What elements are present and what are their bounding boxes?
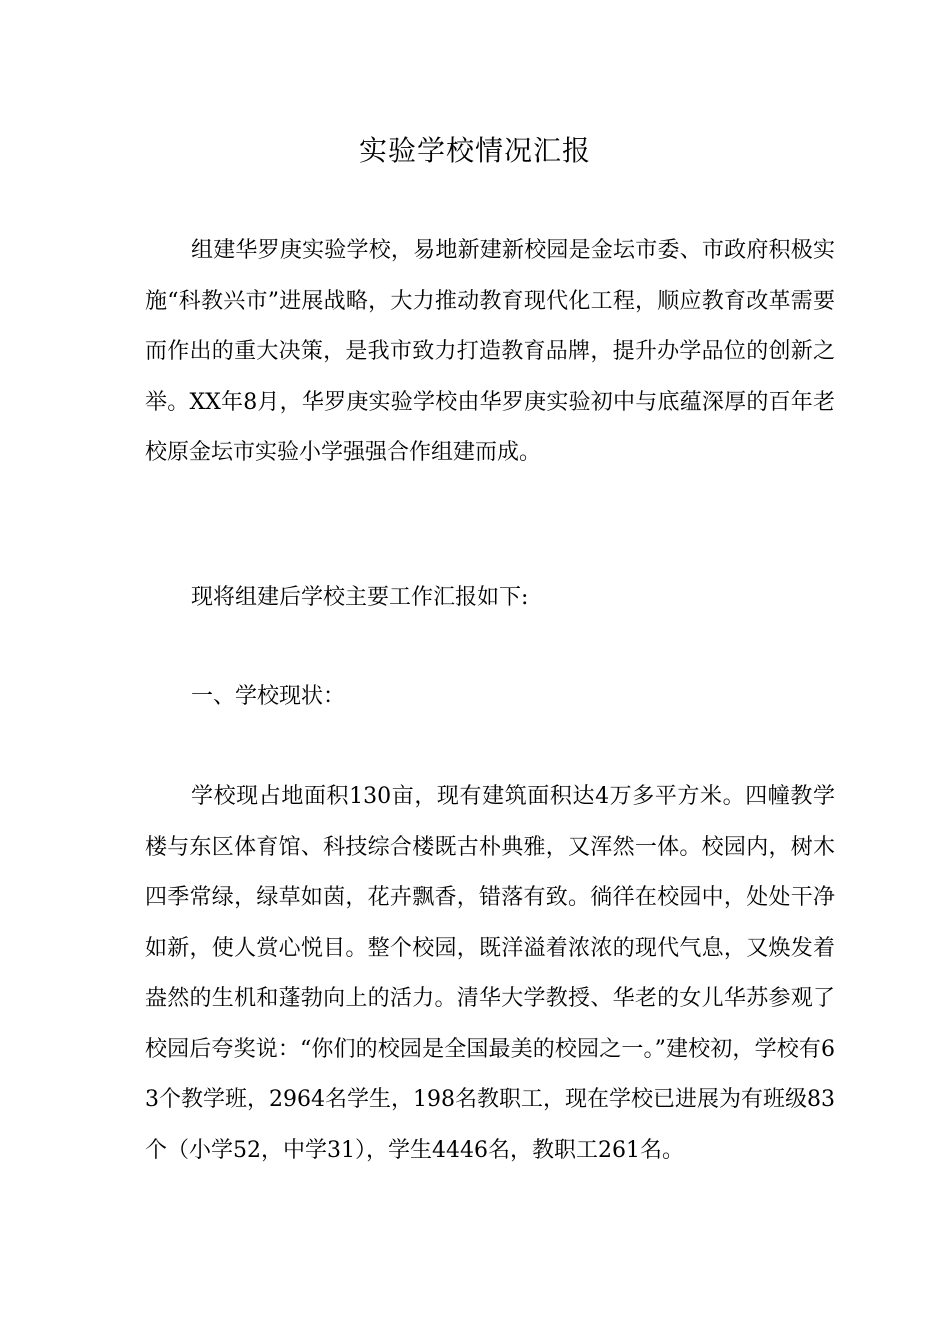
section-heading-school-status: 一、学校现状： — [191, 684, 346, 709]
school-status-paragraph: 学校现占地面积130亩，现有建筑面积达4万多平方米。四幢教学楼与东区体育馆、科技综合楼既古朴典雅，又浑然一体。校园内，树木四季常绿，绿草如茵，花卉飘香，错落有致。徜徉在校园中，处处干净如新，使人赏心悦目。整个校园，既洋溢着浓浓的现代气息，又焕发着盎然的生机和蓬勃向上的活力。清华大学教授、华老的女儿华苏参观了校园后夸奖说：“你们的校园是全国最美的校园之一。”建校初，学校有63个教学班，2964名学生，198名教职工，现在学校已进展为有班级83个（小学52，中学31），学生4446名，教职工261名。 — [145, 784, 835, 1163]
report-lead-paragraph: 现将组建后学校主要工作汇报如下: — [191, 585, 529, 610]
document-title: 实验学校情况汇报 — [358, 134, 591, 167]
intro-paragraph: 组建华罗庚实验学校，易地新建新校园是金坛市委、市政府积极实施“科教兴市”进展战略，大力推动教育现代化工程，顺应教育改革需要而作出的重大决策，是我市致力打造教育品牌，提升办学品位的创新之举。XX年8月，华罗庚实验学校由华罗庚实验初中与底蕴深厚的百年老校原金坛市实验小学强强合作组建而成。 — [145, 238, 835, 465]
